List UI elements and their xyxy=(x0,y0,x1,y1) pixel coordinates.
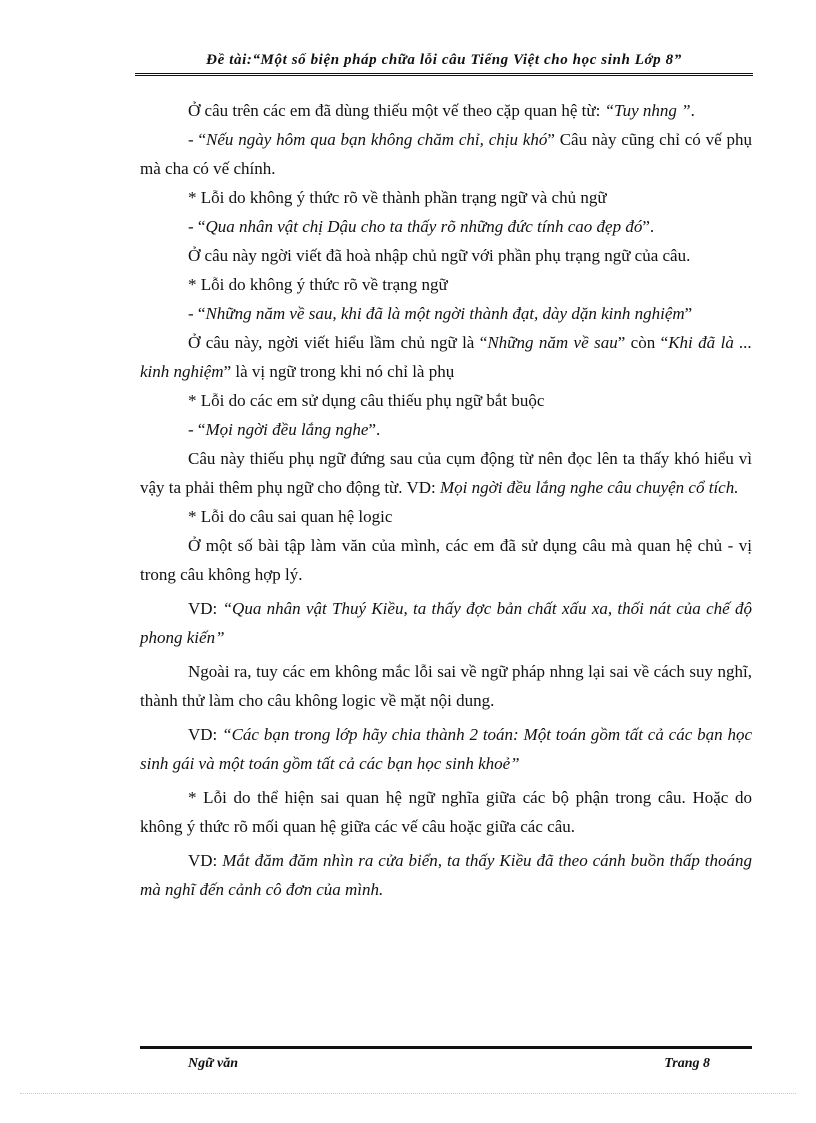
page-number: Trang 8 xyxy=(664,1056,710,1071)
paragraph: * Lỗi do các em sử dụng câu thiếu phụ ngữ bắt buộc xyxy=(188,391,545,410)
paragraph: VD: “Các bạn trong lớp hãy chia thành 2 toán: Một toán gồm tất cả các bạn học sinh gái và một toán gồm tất cả các bạn học sinh khoẻ” xyxy=(140,725,753,773)
paragraph: Ở câu này ngời viết đã hoà nhập chủ ngữ với phần phụ trạng ngữ của câu. xyxy=(188,246,691,265)
paragraph: * Lỗi do không ý thức rõ về thành phần trạng ngữ và chủ ngữ xyxy=(188,188,607,207)
document-body xyxy=(140,96,752,904)
paragraph: VD: “Qua nhân vật Thuý Kiều, ta thấy đợc bản chất xấu xa, thối nát của chế độ phong kiến” xyxy=(140,599,752,647)
paragraph: VD: Mắt đăm đăm nhìn ra cửa biển, ta thấy Kiều đã theo cánh buồn thấp thoáng mà nghĩ đến cảnh cô đơn của mình. xyxy=(140,851,752,899)
page-header xyxy=(135,52,753,76)
paragraph: * Lỗi do thể hiện sai quan hệ ngữ nghĩa giữa các bộ phận trong câu. Hoặc do không ý thức rõ mối quan hệ giữa các vế câu hoặc giữa các câu. xyxy=(140,788,752,836)
paragraph: - “Qua nhân vật chị Dậu cho ta thấy rõ những đức tính cao đẹp đó”. xyxy=(188,217,655,236)
footer-subject: Ngữ văn xyxy=(188,1056,238,1071)
header-title: Đề tài:“Một số biện pháp chữa lỗi câu Tiếng Việt cho học sinh Lớp 8” xyxy=(206,52,682,68)
paragraph: Ở câu này, ngời viết hiểu lầm chủ ngữ là “Những năm về sau” còn “Khi đã là ... kinh nghiệm” là vị ngữ trong khi nó chỉ là phụ xyxy=(140,333,752,381)
page-bottom-edge xyxy=(20,1093,796,1094)
paragraph: Ở một số bài tập làm văn của mình, các em đã sử dụng câu mà quan hệ chủ - vị trong câu không hợp lý. xyxy=(140,536,752,584)
paragraph: - “Mọi ngời đều lắng nghe”. xyxy=(188,420,381,439)
paragraph: - “Nếu ngày hôm qua bạn không chăm chỉ, chịu khó” Câu này cũng chỉ có vế phụ mà cha có vế chính. xyxy=(140,130,752,178)
paragraph: - “Những năm về sau, khi đã là một ngời thành đạt, dày dặn kinh nghiệm” xyxy=(188,304,693,323)
paragraph: * Lỗi do câu sai quan hệ logic xyxy=(188,507,393,526)
footer-divider xyxy=(140,1046,752,1049)
paragraph: Ở câu trên các em đã dùng thiếu một vế theo cặp quan hệ từ: “Tuy nhng ”. xyxy=(188,101,695,120)
paragraph: Ngoài ra, tuy các em không mắc lỗi sai về ngữ pháp nhng lại sai về cách suy nghĩ, thành thử làm cho câu không logic về mặt nội dung. xyxy=(140,662,752,710)
paragraph: * Lỗi do không ý thức rõ về trạng ngữ xyxy=(188,275,448,294)
paragraph: Câu này thiếu phụ ngữ đứng sau của cụm động từ nên đọc lên ta thấy khó hiểu vì vậy ta phải thêm phụ ngữ cho động từ. VD: Mọi ngời đều lắng nghe câu chuyện cổ tích. xyxy=(140,449,752,497)
